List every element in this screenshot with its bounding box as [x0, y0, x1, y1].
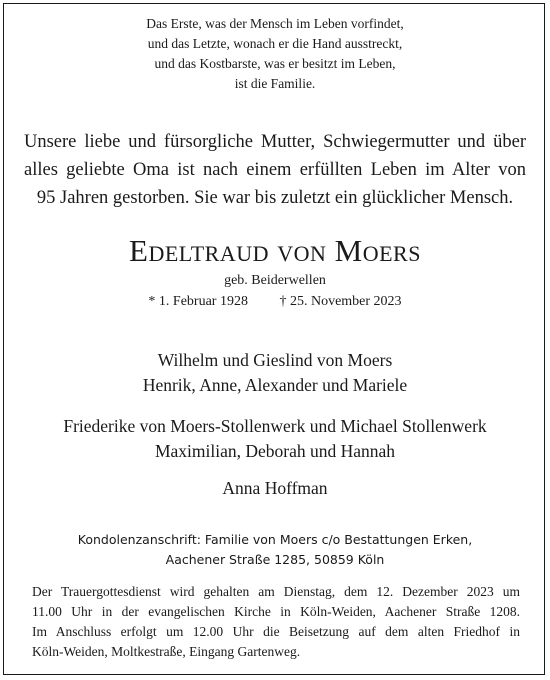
mourner-group: [0, 348, 550, 398]
intro-line: Unsere liebe und fürsorgliche Mutter, Schwiegermutter und über: [24, 132, 526, 152]
poem-line: Das Erste, was der Mensch im Leben vorfindet,: [146, 16, 404, 31]
poem-line: ist die Familie.: [234, 76, 316, 91]
death-date: † 25. November 2023: [279, 294, 402, 309]
funeral-service-info: [32, 582, 520, 662]
birth-date: * 1. Februar 1928: [148, 294, 248, 309]
condolence-line: Kondolenzanschrift: Familie von Moers c/o Bestattungen Erken,: [77, 532, 473, 547]
service-line: Der Trauergottesdienst wird gehalten am Dienstag, dem 12. Dezember 2023 um: [32, 584, 520, 599]
deceased-name: Edeltraud von Moers: [129, 233, 421, 268]
intro-line: 95 Jahren gestorben. Sie war bis zuletzt ein glücklicher Mensch.: [36, 188, 514, 208]
mourner-line: Friederike von Moers-Stollenwerk und Michael Stollenwerk: [63, 416, 487, 436]
condolence-address: [0, 530, 550, 570]
mourner-group: [0, 414, 550, 464]
poem-line: und das Letzte, wonach er die Hand ausstreckt,: [147, 36, 403, 51]
intro-line: alles geliebte Oma ist nach einem erfüllten Leben im Alter von: [24, 160, 526, 180]
life-dates: [0, 293, 550, 311]
notice-border: [3, 3, 545, 675]
mourner-line: Maximilian, Deborah und Hannah: [154, 441, 396, 461]
service-line: Köln-Weiden, Moltkestraße, Eingang Gartenweg.: [32, 644, 301, 659]
mourner-line: Wilhelm und Gieslind von Moers: [157, 350, 393, 370]
service-line: 11.00 Uhr in der evangelischen Kirche in Köln-Weiden, Aachener Straße 1208.: [32, 604, 520, 619]
mourner-line: Anna Hoffman: [222, 478, 328, 498]
service-line: Im Anschluss erfolgt um 12.00 Uhr die Beisetzung auf dem alten Friedhof in: [32, 624, 520, 639]
poem-line: und das Kostbarste, was er besitzt im Leben,: [154, 56, 396, 71]
poem: [0, 14, 550, 94]
birth-name: geb. Beiderwellen: [224, 273, 326, 288]
mourner-group: [0, 476, 550, 501]
condolence-line: Aachener Straße 1285, 50859 Köln: [165, 552, 385, 567]
intro-text: [24, 128, 526, 212]
mourner-line: Henrik, Anne, Alexander und Mariele: [142, 375, 408, 395]
